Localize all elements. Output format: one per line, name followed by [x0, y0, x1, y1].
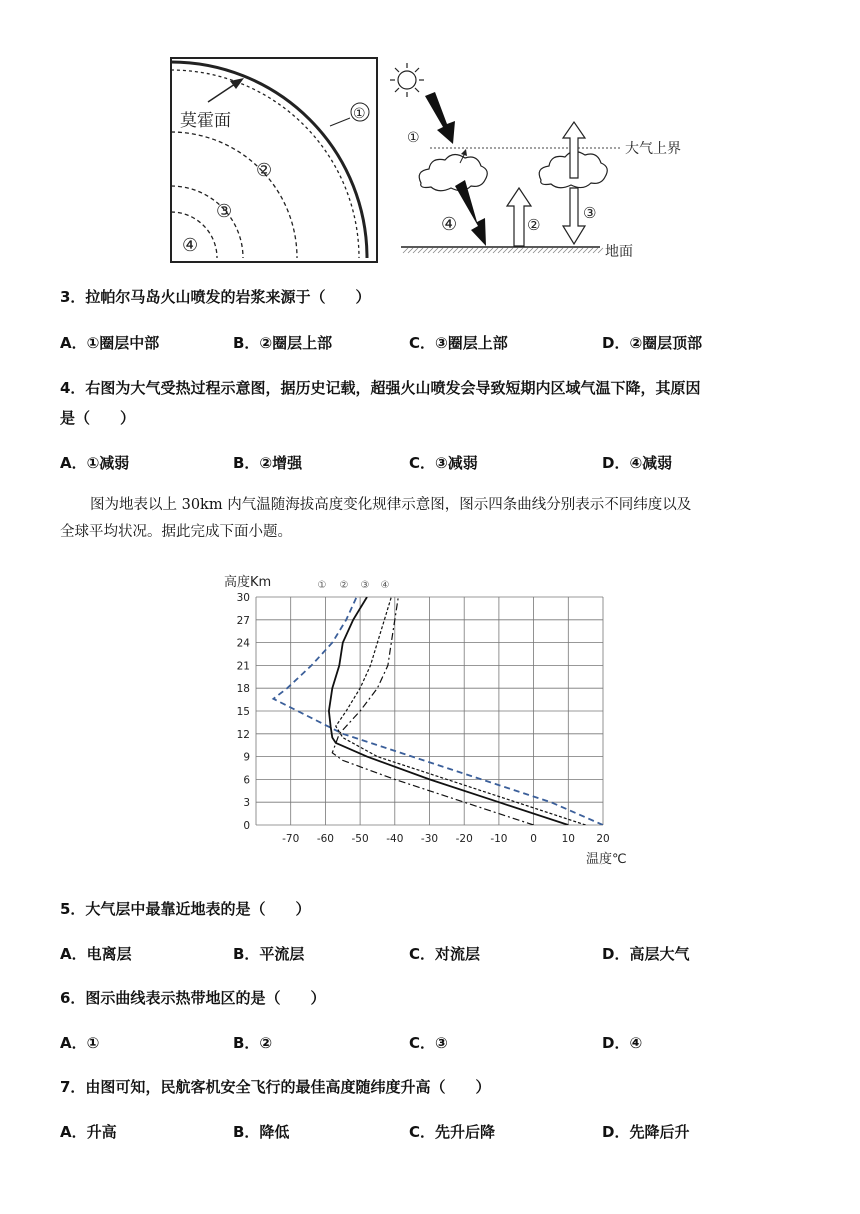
x-tick-label: -50 [351, 833, 369, 845]
sun-icon [390, 63, 424, 97]
layer-label-2: ② [256, 160, 273, 181]
x-tick-label: -60 [316, 833, 334, 845]
q4-option-c[interactable]: C．③减弱 [409, 454, 478, 472]
question-4-stem-line2: 是（ ） [60, 409, 136, 427]
q3-option-a[interactable]: A．①圈层中部 [60, 334, 160, 352]
chart-x-ticks [282, 833, 610, 845]
layer-label-4: ④ [182, 235, 199, 256]
legend-label-4: ④ [380, 580, 390, 591]
temperature-altitude-chart [220, 570, 640, 870]
chart-y-axis-label: 高度Km [224, 575, 272, 590]
layer-label-1: ① [353, 106, 366, 122]
left-cloud-icon [419, 154, 487, 190]
y-tick-label: 0 [243, 820, 250, 832]
intro-line-2: 全球平均状况。据此完成下面小题。 [60, 524, 292, 540]
question-6-stem: 6．图示曲线表示热带地区的是（ ） [60, 989, 326, 1007]
y-tick-label: 15 [236, 706, 250, 718]
q7-option-c[interactable]: C．先升后降 [409, 1123, 496, 1141]
q6-option-a[interactable]: A．① [60, 1034, 100, 1052]
legend-label-1: ① [317, 580, 327, 591]
intro-paragraph [60, 492, 805, 546]
q5-option-c[interactable]: C．对流层 [409, 945, 481, 963]
q4-option-b[interactable]: B．②增强 [233, 454, 303, 472]
x-tick-label: -30 [420, 833, 439, 845]
earth-layers-figure [160, 52, 382, 264]
arrow-label-4: ④ [441, 214, 458, 235]
arrow-label-1: ① [407, 130, 420, 146]
x-tick-label: -70 [282, 833, 300, 845]
question-4-stem-line1: 4．右图为大气受热过程示意图，据历史记载，超强火山喷发会导致短期内区域气温下降，其原因 [60, 379, 701, 397]
chart-legend [318, 580, 390, 591]
x-tick-label: 0 [530, 833, 537, 845]
arrow-label-2: ② [527, 216, 541, 234]
ground-label: 地面 [605, 244, 633, 260]
y-tick-label: 9 [243, 751, 250, 764]
q6-option-c[interactable]: C．③ [409, 1034, 448, 1052]
y-tick-label: 3 [243, 797, 250, 810]
atmospheric-counter-radiation-arrow-icon [563, 188, 585, 244]
solar-radiation-arrow-icon [425, 92, 455, 144]
y-tick-label: 18 [236, 683, 250, 696]
x-tick-label: 20 [596, 833, 610, 845]
q7-option-a[interactable]: A．升高 [60, 1123, 117, 1141]
chart-y-ticks [237, 592, 251, 832]
q4-option-d[interactable]: D．④减弱 [602, 454, 673, 472]
x-tick-label: -40 [386, 833, 404, 845]
q5-option-b[interactable]: B．平流层 [233, 945, 305, 963]
legend-label-2: ② [339, 580, 349, 591]
q6-option-d[interactable]: D．④ [602, 1034, 643, 1052]
question-3-stem: 3．拉帕尔马岛火山喷发的岩浆来源于（ ） [60, 288, 371, 306]
chart-x-axis-label: 温度℃ [586, 852, 627, 867]
y-tick-label: 24 [236, 637, 250, 650]
x-tick-label: 10 [561, 833, 575, 845]
intro-line-1: 图为地表以上 30km 内气温随海拔高度变化规律示意图，图示四条曲线分别表示不同纬度以及 [90, 497, 692, 513]
moho-label: 莫霍面 [180, 111, 231, 131]
atmosphere-heating-figure [385, 58, 710, 264]
question-7-stem: 7．由图可知，民航客机安全飞行的最佳高度随纬度升高（ ） [60, 1078, 491, 1096]
legend-label-3: ③ [360, 580, 370, 591]
q4-option-a[interactable]: A．①减弱 [60, 454, 130, 472]
q3-option-c[interactable]: C．③圈层上部 [409, 334, 508, 352]
q3-option-d[interactable]: D．②圈层顶部 [602, 334, 703, 352]
q7-option-d[interactable]: D．先降后升 [602, 1123, 690, 1141]
question-5-stem: 5．大气层中最靠近地表的是（ ） [60, 900, 311, 918]
arrow-label-3: ③ [583, 204, 597, 222]
q7-option-b[interactable]: B．降低 [233, 1123, 290, 1141]
y-tick-label: 12 [236, 728, 250, 741]
y-tick-label: 6 [243, 774, 250, 787]
x-tick-label: -20 [455, 833, 473, 845]
surface-radiation-arrow-icon [455, 180, 486, 246]
y-tick-label: 27 [236, 614, 250, 627]
figure-frame [171, 58, 377, 262]
q5-option-d[interactable]: D．高层大气 [602, 945, 690, 963]
x-tick-label: -10 [490, 833, 508, 845]
q5-option-a[interactable]: A．电离层 [60, 945, 132, 963]
layer-label-3: ③ [216, 201, 233, 222]
atmosphere-top-label: 大气上界 [625, 141, 681, 157]
q3-option-b[interactable]: B．②圈层上部 [233, 334, 333, 352]
ground-hatch [403, 248, 603, 253]
q6-option-b[interactable]: B．② [233, 1034, 273, 1052]
y-tick-label: 30 [236, 592, 250, 604]
y-tick-label: 21 [236, 660, 250, 673]
